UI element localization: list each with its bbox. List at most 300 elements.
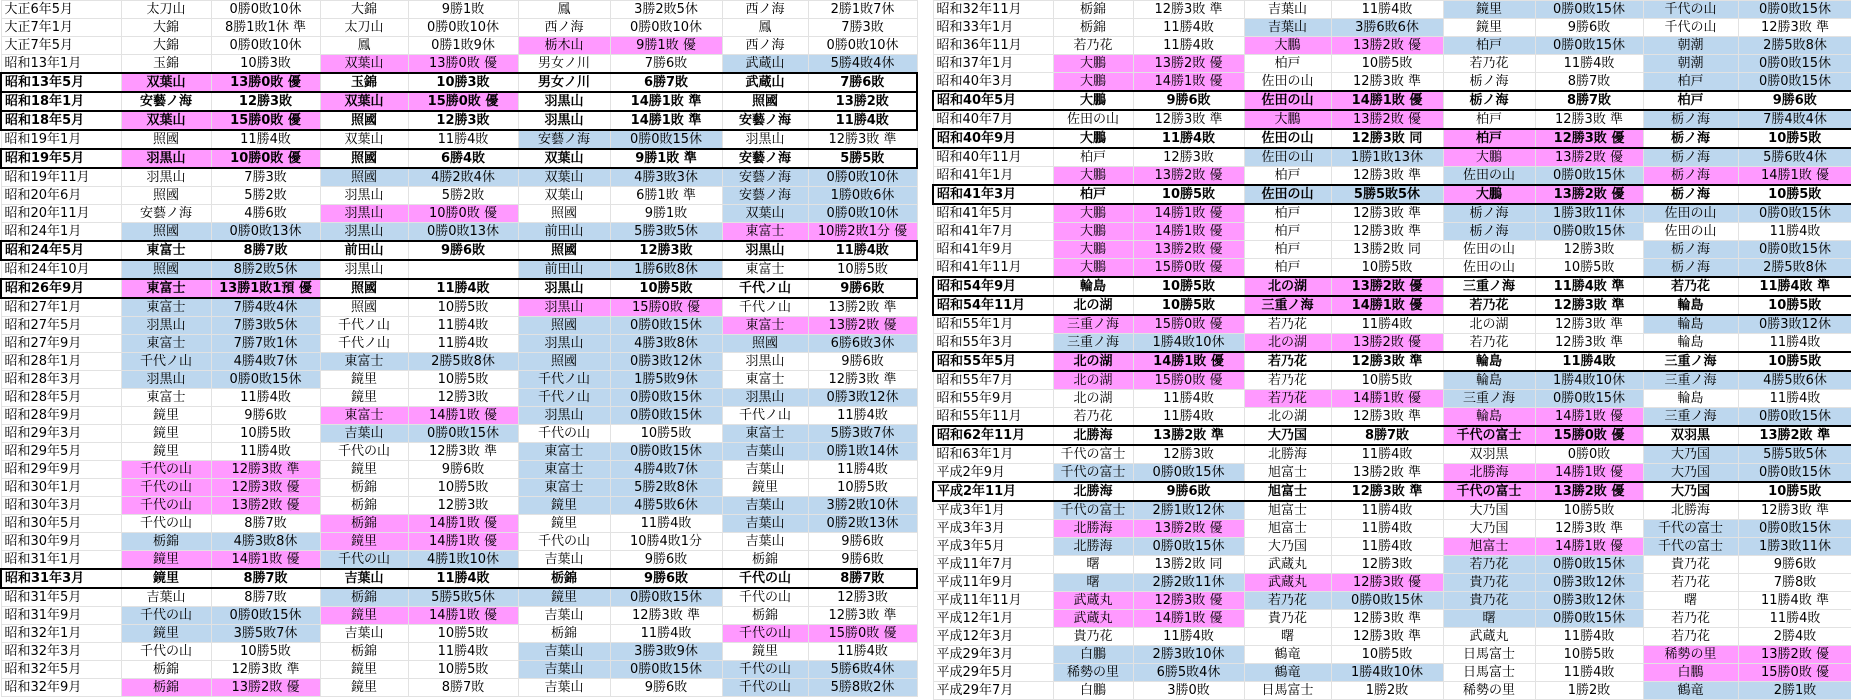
basho-date-cell: 昭和41年5月 <box>933 204 1053 223</box>
yokozuna-name-cell: 羽黒山 <box>518 279 610 298</box>
record-cell: 0勝0敗10休 <box>808 205 917 223</box>
record-cell: 11勝4敗 <box>1331 315 1443 334</box>
yokozuna-name-cell: 双葉山 <box>722 205 808 223</box>
yokozuna-name-cell: 曙 <box>1053 556 1133 574</box>
yokozuna-name-cell: 照國 <box>518 241 610 260</box>
yokozuna-name-cell: 大乃国 <box>1643 464 1738 483</box>
yokozuna-name-cell: 栃錦 <box>722 551 808 570</box>
basho-date-cell: 平成3年3月 <box>933 520 1053 538</box>
basho-row <box>933 520 1851 538</box>
basho-row <box>933 610 1851 628</box>
record-cell: 11勝4敗 <box>610 625 722 643</box>
record-cell: 11勝4敗 <box>211 389 320 407</box>
record-cell: 11勝4敗 <box>408 335 518 353</box>
yokozuna-name-cell: 安藝ノ海 <box>722 187 808 205</box>
record-cell: 9勝6敗 <box>808 353 917 371</box>
record-cell: 11勝4敗 <box>211 443 320 461</box>
yokozuna-name-cell: 日馬富士 <box>1244 682 1331 700</box>
basho-row <box>1 497 917 515</box>
record-cell: 0勝0敗10休 <box>610 19 722 37</box>
yokozuna-name-cell: 若乃花 <box>1053 37 1133 55</box>
yokozuna-name-cell: 旭富士 <box>1244 482 1331 501</box>
yokozuna-name-cell: 曙 <box>1244 628 1331 646</box>
basho-date-cell: 平成12年1月 <box>933 610 1053 628</box>
record-cell: 12勝3敗 準 <box>808 607 917 625</box>
record-cell: 8勝7敗 <box>808 569 917 588</box>
yokozuna-name-cell: 三重ノ海 <box>1643 352 1738 371</box>
yokozuna-name-cell: 鏡里 <box>722 643 808 661</box>
yokozuna-name-cell: 若乃花 <box>1643 277 1738 296</box>
basho-date-cell: 昭和31年3月 <box>1 569 121 588</box>
yokozuna-name-cell: 大鵬 <box>1053 129 1133 148</box>
basho-date-cell: 昭和20年11月 <box>1 205 121 223</box>
yokozuna-name-cell: 千代ノ山 <box>722 298 808 317</box>
record-cell: 8勝7敗 <box>211 515 320 533</box>
record-cell: 13勝2敗 準 <box>1133 426 1244 445</box>
record-cell: 5勝3敗7休 <box>808 425 917 443</box>
record-cell: 8勝7敗 <box>1535 73 1643 92</box>
record-cell: 11勝4敗 <box>1738 610 1851 628</box>
yokozuna-name-cell: 若乃花 <box>1443 55 1535 73</box>
record-cell: 13勝2敗 優 <box>1133 55 1244 73</box>
yokozuna-name-cell: 羽黒山 <box>518 407 610 425</box>
record-cell: 0勝1敗14休 <box>808 443 917 461</box>
yokozuna-name-cell: 西ノ海 <box>722 1 808 19</box>
yokozuna-name-cell: 佐田の山 <box>1244 73 1331 92</box>
record-cell: 11勝4敗 <box>808 643 917 661</box>
yokozuna-name-cell: 安藝ノ海 <box>722 111 808 130</box>
record-cell: 1勝4敗10休 <box>1535 371 1643 390</box>
record-cell: 0勝0敗15休 <box>1133 538 1244 556</box>
yokozuna-name-cell: 柏戸 <box>1244 259 1331 278</box>
basho-row <box>933 556 1851 574</box>
basho-date-cell: 昭和54年9月 <box>933 277 1053 296</box>
record-cell: 11勝4敗 <box>610 515 722 533</box>
record-cell: 4勝1敗10休 <box>408 551 518 570</box>
yokozuna-name-cell: 栃ノ海 <box>1643 148 1738 167</box>
yokozuna-name-cell: 若乃花 <box>1443 334 1535 353</box>
yokozuna-name-cell: 三重ノ海 <box>1244 296 1331 315</box>
yokozuna-name-cell: 佐田の山 <box>1443 259 1535 278</box>
basho-date-cell: 昭和27年9月 <box>1 335 121 353</box>
record-cell: 15勝0敗 優 <box>1133 259 1244 278</box>
yokozuna-name-cell: 佐田の山 <box>1443 241 1535 259</box>
yokozuna-name-cell: 千代ノ山 <box>320 335 408 353</box>
record-cell: 1勝4敗10休 <box>1133 334 1244 353</box>
record-cell: 6勝6敗3休 <box>808 335 917 353</box>
basho-row <box>1 407 917 425</box>
yokozuna-name-cell: 武蔵山 <box>722 73 808 92</box>
record-cell: 12勝3敗 準 <box>1331 223 1443 241</box>
record-cell: 12勝3敗 優 <box>1535 129 1643 148</box>
record-cell: 12勝3敗 <box>610 241 722 260</box>
yokozuna-name-cell: 北勝海 <box>1443 464 1535 483</box>
record-cell: 10勝5敗 <box>1133 277 1244 296</box>
yokozuna-name-cell: 大乃国 <box>1443 501 1535 520</box>
record-cell: 8勝2敗5休 <box>211 260 320 279</box>
yokozuna-name-cell: 羽黒山 <box>121 168 211 187</box>
yokozuna-name-cell: 千代の山 <box>1643 1 1738 19</box>
yokozuna-name-cell: 太刀山 <box>320 19 408 37</box>
record-cell: 7勝3敗 <box>808 19 917 37</box>
record-cell: 0勝0敗10休 <box>408 19 518 37</box>
record-cell: 0勝0敗10休 <box>808 37 917 55</box>
record-cell: 0勝0敗15休 <box>1535 1 1643 19</box>
record-cell: 5勝5敗5休 <box>1331 185 1443 204</box>
record-cell: 13勝2敗 優 <box>1331 334 1443 353</box>
record-cell: 11勝4敗 <box>1738 334 1851 353</box>
record-cell: 12勝3敗 準 <box>1133 110 1244 129</box>
record-cell: 3勝5敗7休 <box>211 625 320 643</box>
record-cell: 10勝5敗 <box>408 625 518 643</box>
yokozuna-name-cell: 稀勢の里 <box>1643 646 1738 664</box>
record-cell: 9勝6敗 <box>1535 19 1643 37</box>
basho-date-cell: 平成29年5月 <box>933 664 1053 682</box>
record-cell: 2勝5敗8休 <box>408 353 518 371</box>
record-cell: 9勝6敗 <box>808 279 917 298</box>
yokozuna-name-cell: 武蔵丸 <box>1053 592 1133 610</box>
record-cell: 11勝4敗 <box>1738 390 1851 408</box>
basho-date-cell: 昭和33年1月 <box>933 19 1053 37</box>
yokozuna-name-cell: 双葉山 <box>320 92 408 111</box>
basho-row <box>1 187 917 205</box>
record-cell: 13勝2敗 優 <box>1133 241 1244 259</box>
yokozuna-name-cell: 鳳 <box>722 19 808 37</box>
yokozuna-name-cell: 吉葉山 <box>722 533 808 551</box>
yokozuna-name-cell: 大鵬 <box>1053 223 1133 241</box>
yokozuna-name-cell: 大鵬 <box>1053 91 1133 110</box>
yokozuna-name-cell: 北勝海 <box>1053 426 1133 445</box>
record-cell: 0勝0敗15休 <box>610 588 722 607</box>
yokozuna-name-cell: 日馬富士 <box>1443 664 1535 682</box>
record-cell: 7勝4敗4休 <box>1738 110 1851 129</box>
record-cell: 8勝7敗 <box>211 588 320 607</box>
record-cell: 0勝0敗15休 <box>1535 167 1643 186</box>
yokozuna-name-cell: 東富士 <box>722 223 808 242</box>
record-cell: 0勝0敗15休 <box>1738 464 1851 483</box>
record-cell: 14勝1敗 優 <box>1133 223 1244 241</box>
basho-row <box>1 479 917 497</box>
basho-date-cell: 昭和55年11月 <box>933 408 1053 427</box>
record-cell: 0勝0敗15休 <box>408 425 518 443</box>
basho-row <box>1 241 917 260</box>
yokozuna-name-cell: 大鵬 <box>1443 148 1535 167</box>
record-cell: 13勝2敗 優 <box>1738 646 1851 664</box>
yokozuna-name-cell: 安藝ノ海 <box>722 149 808 168</box>
yokozuna-name-cell: 照國 <box>320 298 408 317</box>
record-cell: 11勝4敗 <box>1133 19 1244 37</box>
record-cell: 14勝1敗 優 <box>1535 464 1643 483</box>
basho-date-cell: 昭和27年1月 <box>1 298 121 317</box>
basho-row <box>933 390 1851 408</box>
basho-date-cell: 昭和55年9月 <box>933 390 1053 408</box>
basho-date-cell: 昭和30年3月 <box>1 497 121 515</box>
basho-row <box>933 371 1851 390</box>
record-cell: 0勝0敗13休 <box>211 223 320 242</box>
record-cell: 7勝3敗5休 <box>211 317 320 335</box>
basho-row <box>933 259 1851 278</box>
record-cell: 12勝3敗 <box>408 111 518 130</box>
yokozuna-name-cell: 双葉山 <box>320 130 408 149</box>
record-cell: 14勝1敗 優 <box>1331 390 1443 408</box>
yokozuna-name-cell: 三重ノ海 <box>1443 390 1535 408</box>
basho-row <box>1 335 917 353</box>
basho-date-cell: 昭和37年1月 <box>933 55 1053 73</box>
record-cell: 1勝3敗11休 <box>1738 538 1851 556</box>
yokozuna-name-cell: 柏戸 <box>1244 167 1331 186</box>
record-cell: 14勝1敗 優 <box>408 407 518 425</box>
record-cell: 12勝3敗 準 <box>1535 110 1643 129</box>
yokozuna-name-cell: 栃錦 <box>121 679 211 697</box>
yokozuna-name-cell: 貴乃花 <box>1643 556 1738 574</box>
record-cell: 10勝5敗 <box>211 425 320 443</box>
yokozuna-name-cell: 輪島 <box>1643 296 1738 315</box>
record-cell: 2勝4敗 <box>1738 628 1851 646</box>
basho-date-cell: 昭和41年7月 <box>933 223 1053 241</box>
record-cell: 7勝6敗 <box>610 55 722 74</box>
yokozuna-name-cell: 大乃国 <box>1643 445 1738 464</box>
record-cell: 11勝4敗 <box>408 643 518 661</box>
record-cell: 14勝1敗 優 <box>1738 167 1851 186</box>
basho-date-cell: 平成3年5月 <box>933 538 1053 556</box>
basho-date-cell: 昭和26年9月 <box>1 279 121 298</box>
record-cell: 6勝5敗4休 <box>1133 664 1244 682</box>
basho-row <box>933 91 1851 110</box>
record-cell: 10勝0敗 優 <box>211 149 320 168</box>
record-cell: 15勝0敗 優 <box>1535 426 1643 445</box>
record-cell: 0勝0敗15休 <box>211 371 320 389</box>
record-cell: 8勝7敗 <box>408 679 518 697</box>
yokozuna-name-cell: 北の湖 <box>1053 371 1133 390</box>
yokozuna-name-cell: 柏戸 <box>1244 55 1331 73</box>
basho-row <box>933 1 1851 19</box>
record-cell: 9勝6敗 <box>808 551 917 570</box>
yokozuna-name-cell: 吉葉山 <box>722 443 808 461</box>
basho-date-cell: 昭和55年7月 <box>933 371 1053 390</box>
yokozuna-name-cell: 千代の富士 <box>1053 501 1133 520</box>
record-cell: 13勝2敗 優 <box>1535 148 1643 167</box>
record-cell: 10勝5敗 <box>1738 296 1851 315</box>
yokozuna-name-cell: 白鵬 <box>1053 646 1133 664</box>
record-cell: 0勝0敗15休 <box>1738 204 1851 223</box>
record-cell: 12勝3敗 準 <box>1535 315 1643 334</box>
record-cell: 5勝3敗5休 <box>610 223 722 242</box>
yokozuna-name-cell: 栃ノ海 <box>1443 91 1535 110</box>
basho-date-cell: 昭和13年5月 <box>1 73 121 92</box>
basho-row <box>933 37 1851 55</box>
record-cell: 0勝0敗10休 <box>211 1 320 19</box>
yokozuna-name-cell: 安藝ノ海 <box>722 168 808 187</box>
record-cell: 12勝3敗 準 <box>1535 296 1643 315</box>
yokozuna-name-cell: 吉葉山 <box>518 607 610 625</box>
record-cell: 12勝3敗 <box>408 497 518 515</box>
yokozuna-name-cell: 北の湖 <box>1053 296 1133 315</box>
record-cell: 9勝6敗 <box>1738 91 1851 110</box>
yokozuna-name-cell: 佐田の山 <box>1443 167 1535 186</box>
basho-row <box>933 646 1851 664</box>
record-cell: 12勝3敗 準 <box>1331 610 1443 628</box>
basho-date-cell: 大正7年5月 <box>1 37 121 55</box>
basho-date-cell: 昭和55年5月 <box>933 352 1053 371</box>
yokozuna-name-cell: 吉葉山 <box>722 497 808 515</box>
yokozuna-name-cell: 大鵬 <box>1053 73 1133 92</box>
record-cell: 10勝5敗 <box>1738 185 1851 204</box>
record-cell: 14勝1敗 優 <box>1133 352 1244 371</box>
yokozuna-name-cell: 玉錦 <box>320 73 408 92</box>
yokozuna-name-cell: 柏戸 <box>1244 241 1331 259</box>
basho-row <box>933 241 1851 259</box>
yokozuna-name-cell: 吉葉山 <box>320 569 408 588</box>
record-cell: 10勝0敗 優 <box>408 205 518 223</box>
basho-row <box>933 426 1851 445</box>
basho-row <box>1 279 917 298</box>
basho-row <box>1 371 917 389</box>
yokozuna-name-cell: 北の湖 <box>1244 334 1331 353</box>
record-cell: 12勝3敗 <box>808 588 917 607</box>
record-cell: 6勝4敗 <box>408 149 518 168</box>
yokozuna-name-cell: 照國 <box>320 279 408 298</box>
record-cell: 14勝1敗 準 <box>610 92 722 111</box>
yokozuna-name-cell: 曙 <box>1643 592 1738 610</box>
record-cell: 13勝2敗 優 <box>211 497 320 515</box>
yokozuna-name-cell: 栃ノ海 <box>1443 204 1535 223</box>
yokozuna-name-cell: 旭富士 <box>1443 538 1535 556</box>
yokozuna-name-cell: 若乃花 <box>1443 296 1535 315</box>
basho-row <box>1 515 917 533</box>
basho-date-cell: 大正7年1月 <box>1 19 121 37</box>
record-cell: 5勝6敗4休 <box>808 661 917 679</box>
yokozuna-name-cell: 大鵬 <box>1053 204 1133 223</box>
basho-row <box>1 643 917 661</box>
record-cell: 5勝2敗8休 <box>610 479 722 497</box>
record-cell: 0勝0敗10休 <box>211 37 320 55</box>
record-cell: 0勝1敗9休 <box>408 37 518 55</box>
record-cell: 12勝3敗 準 <box>408 443 518 461</box>
yokozuna-name-cell: 曙 <box>1443 610 1535 628</box>
yokozuna-name-cell: 佐田の山 <box>1643 223 1738 241</box>
yokozuna-name-cell: 東富士 <box>121 241 211 260</box>
record-cell: 12勝3敗 優 <box>1133 592 1244 610</box>
basho-date-cell: 昭和54年11月 <box>933 296 1053 315</box>
record-cell: 11勝4敗 <box>1331 1 1443 19</box>
yokozuna-name-cell: 柏戸 <box>1244 204 1331 223</box>
basho-date-cell: 昭和32年9月 <box>1 679 121 697</box>
yokozuna-name-cell: 千代の富士 <box>1443 426 1535 445</box>
basho-row <box>933 73 1851 92</box>
record-cell: 10勝5敗 <box>1535 501 1643 520</box>
yokozuna-name-cell: 鏡里 <box>722 479 808 497</box>
record-cell: 14勝1敗 優 <box>211 551 320 570</box>
basho-date-cell: 昭和41年3月 <box>933 185 1053 204</box>
yokozuna-name-cell: 吉葉山 <box>1244 19 1331 37</box>
record-cell: 0勝0敗15休 <box>1535 37 1643 55</box>
record-cell: 13勝2敗 優 <box>1133 167 1244 186</box>
record-cell: 4勝5敗6休 <box>1738 371 1851 390</box>
record-cell: 14勝1敗 優 <box>408 533 518 551</box>
record-cell: 12勝3敗 準 <box>1331 167 1443 186</box>
record-cell: 12勝3敗 準 <box>1535 520 1643 538</box>
yokozuna-name-cell: 佐田の山 <box>1244 148 1331 167</box>
yokozuna-name-cell: 鳳 <box>320 37 408 55</box>
yokozuna-name-cell: 男女ノ川 <box>518 73 610 92</box>
record-cell: 10勝5敗 <box>1331 259 1443 278</box>
record-cell: 12勝3敗 <box>1535 241 1643 259</box>
yokozuna-name-cell: 東富士 <box>518 479 610 497</box>
yokozuna-name-cell: 玉錦 <box>121 55 211 74</box>
record-cell: 2勝2敗11休 <box>1133 574 1244 592</box>
record-cell: 11勝4敗 <box>408 569 518 588</box>
record-cell: 8勝7敗 <box>211 569 320 588</box>
basho-row <box>933 19 1851 37</box>
yokozuna-name-cell: 三重ノ海 <box>1443 277 1535 296</box>
basho-date-cell: 大正6年5月 <box>1 1 121 19</box>
record-cell: 12勝3敗 優 <box>1331 574 1443 592</box>
yokozuna-name-cell: 輪島 <box>1643 334 1738 353</box>
yokozuna-name-cell: 鏡里 <box>320 371 408 389</box>
yokozuna-name-cell: 北勝海 <box>1643 501 1738 520</box>
yokozuna-name-cell: 双葉山 <box>121 111 211 130</box>
yokozuna-name-cell: 稀勢の里 <box>1443 682 1535 700</box>
yokozuna-name-cell: 照國 <box>320 149 408 168</box>
yokozuna-name-cell: 栃錦 <box>320 515 408 533</box>
yokozuna-name-cell: 栃錦 <box>1053 1 1133 19</box>
yokozuna-name-cell: 照國 <box>518 317 610 335</box>
record-cell: 12勝3敗 <box>1133 445 1244 464</box>
record-cell: 12勝3敗 準 <box>1535 334 1643 353</box>
basho-date-cell: 平成29年7月 <box>933 682 1053 700</box>
record-cell: 10勝5敗 <box>610 279 722 298</box>
record-cell: 10勝5敗 <box>211 643 320 661</box>
record-cell: 11勝4敗 <box>408 279 518 298</box>
yokozuna-name-cell: 旭富士 <box>1244 520 1331 538</box>
yokozuna-name-cell: 大乃国 <box>1244 538 1331 556</box>
basho-row <box>1 260 917 279</box>
record-cell: 10勝5敗 <box>1331 646 1443 664</box>
yokozuna-name-cell: 鏡里 <box>1443 19 1535 37</box>
yokozuna-name-cell: 照國 <box>518 205 610 223</box>
basho-date-cell: 昭和40年11月 <box>933 148 1053 167</box>
yokozuna-name-cell: 前田山 <box>320 241 408 260</box>
yokozuna-name-cell: 輪島 <box>1443 371 1535 390</box>
yokozuna-name-cell: 東富士 <box>320 353 408 371</box>
yokozuna-name-cell: 北の湖 <box>1244 277 1331 296</box>
record-cell: 10勝5敗 <box>1738 129 1851 148</box>
yokozuna-name-cell: 吉葉山 <box>320 425 408 443</box>
record-cell: 0勝0敗15休 <box>1738 55 1851 73</box>
yokozuna-name-cell: 安藝ノ海 <box>121 92 211 111</box>
yokozuna-name-cell: 大鵬 <box>1443 185 1535 204</box>
basho-row <box>933 664 1851 682</box>
yokozuna-name-cell: 佐田の山 <box>1053 110 1133 129</box>
record-cell: 9勝1敗 準 <box>610 149 722 168</box>
basho-row <box>1 425 917 443</box>
basho-date-cell: 昭和32年1月 <box>1 625 121 643</box>
basho-date-cell: 昭和13年1月 <box>1 55 121 74</box>
record-cell: 9勝6敗 <box>1133 482 1244 501</box>
record-cell: 14勝1敗 優 <box>1331 91 1443 110</box>
record-cell: 9勝1敗 <box>610 205 722 223</box>
record-cell: 15勝0敗 優 <box>211 111 320 130</box>
record-cell: 5勝5敗5休 <box>1738 445 1851 464</box>
basho-date-cell: 平成2年11月 <box>933 482 1053 501</box>
basho-date-cell: 昭和19年1月 <box>1 130 121 149</box>
basho-date-cell: 昭和31年5月 <box>1 588 121 607</box>
yokozuna-name-cell: 千代ノ山 <box>121 353 211 371</box>
record-cell: 0勝0敗15休 <box>1133 464 1244 483</box>
basho-date-cell: 昭和55年3月 <box>933 334 1053 353</box>
basho-date-cell: 平成11年7月 <box>933 556 1053 574</box>
yokozuna-name-cell: 栃ノ海 <box>1443 73 1535 92</box>
